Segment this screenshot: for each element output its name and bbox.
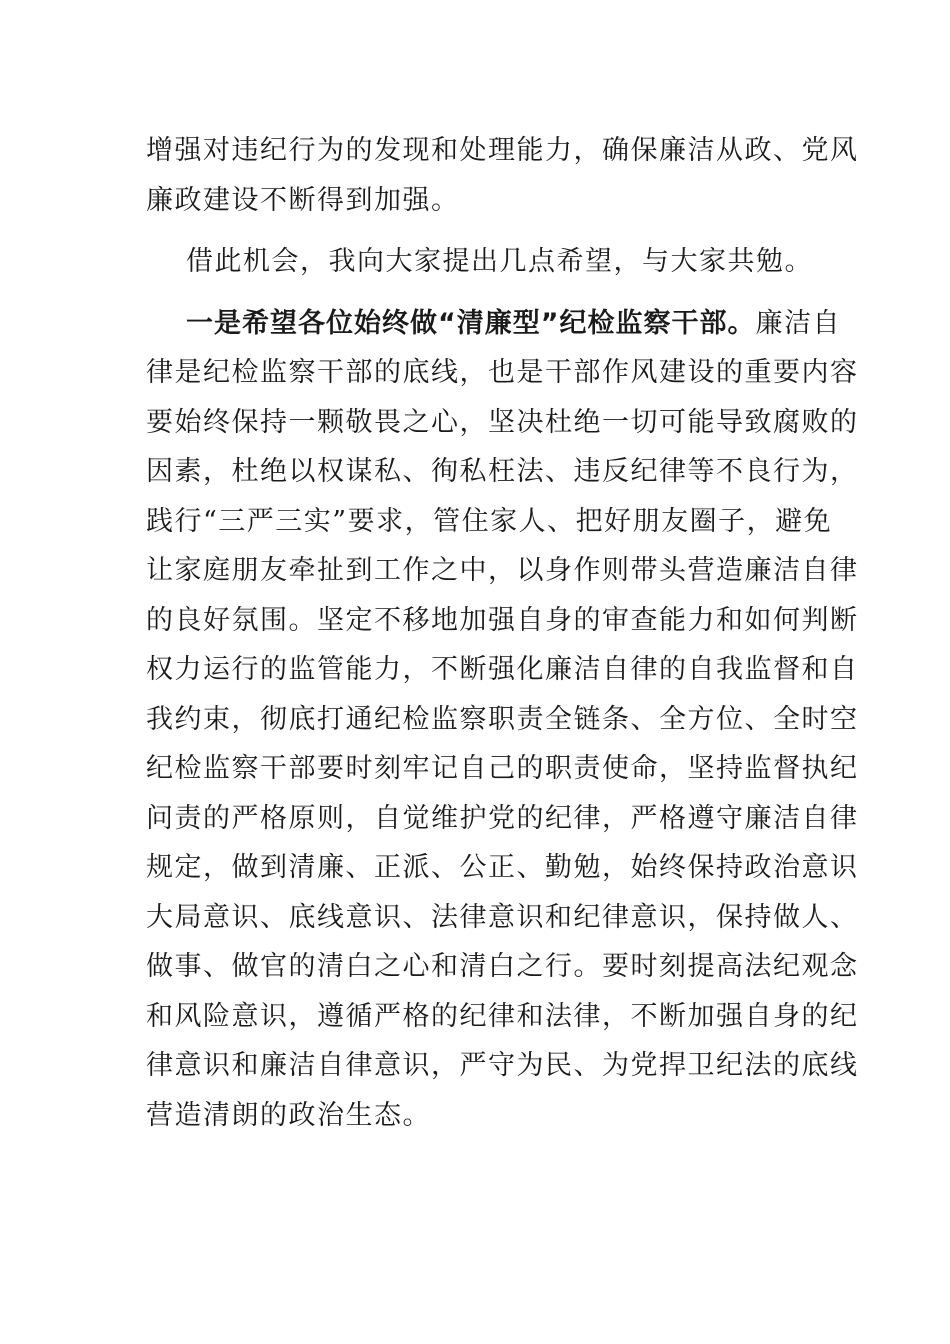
paragraph-3: [146, 299, 859, 1141]
paragraph-line: 权力运行的监管能力，不断强化廉洁自律的自我监督和自: [146, 654, 859, 685]
paragraph-line: 和风险意识，遵循严格的纪律和法律，不断加强自身的纪: [146, 1000, 859, 1032]
paragraph-first-line: [146, 299, 841, 349]
paragraph-line: 做事、做官的清白之心和清白之行。要时刻提高法纪观念: [146, 951, 859, 982]
paragraph-line: 律是纪检监察干部的底线，也是干部作风建设的重要内容: [146, 357, 859, 388]
paragraph-line: 纪检监察干部要时刻牢记自己的职责使命，坚持监督执纪: [146, 753, 859, 784]
paragraph-line: 让家庭朋友牵扯到工作之中，以身作则带头营造廉洁自律: [146, 555, 859, 586]
paragraph-line: 的良好氛围。坚定不移地加强自身的审查能力和如何判断: [146, 604, 859, 636]
paragraph-line: 问责的严格原则，自觉维护党的纪律，严格遵守廉洁自律: [146, 802, 859, 834]
paragraph-line: 廉政建设不断得到加强。: [146, 184, 460, 216]
paragraph-line: 借此机会，我向大家提出几点希望，与大家共勉。: [186, 246, 813, 277]
paragraph-first-line-rest: 廉洁自: [755, 307, 841, 339]
paragraph-line: 践行“三严三实”要求，管住家人、把好朋友圈子，避免: [146, 505, 833, 537]
paragraph-1: [146, 126, 859, 225]
paragraph-line: 营造清朗的政治生态。: [146, 1099, 431, 1131]
paragraph-line: 要始终保持一颗敬畏之心，坚决杜绝一切可能导致腐败的: [146, 406, 859, 438]
paragraph-line: 规定，做到清廉、正派、公正、勤勉，始终保持政治意识: [146, 852, 859, 883]
paragraph-line: 因素，杜绝以权谋私、徇私枉法、违反纪律等不良行为，: [146, 456, 859, 487]
paragraph-line: 大局意识、底线意识、法律意识和纪律意识，保持做人、: [146, 901, 859, 933]
paragraph-heading: 一是希望各位始终做“清廉型”纪检监察干部。: [186, 307, 756, 339]
document-body: [146, 126, 859, 1140]
paragraph-line: 我约束，彻底打通纪检监察职责全链条、全方位、全时空: [146, 703, 859, 735]
paragraph-line: 律意识和廉洁自律意识，严守为民、为党捍卫纪法的底线: [146, 1050, 859, 1081]
paragraph-line: 增强对违纪行为的发现和处理能力，确保廉洁从政、党风: [146, 135, 859, 166]
paragraph-2: [146, 237, 813, 287]
